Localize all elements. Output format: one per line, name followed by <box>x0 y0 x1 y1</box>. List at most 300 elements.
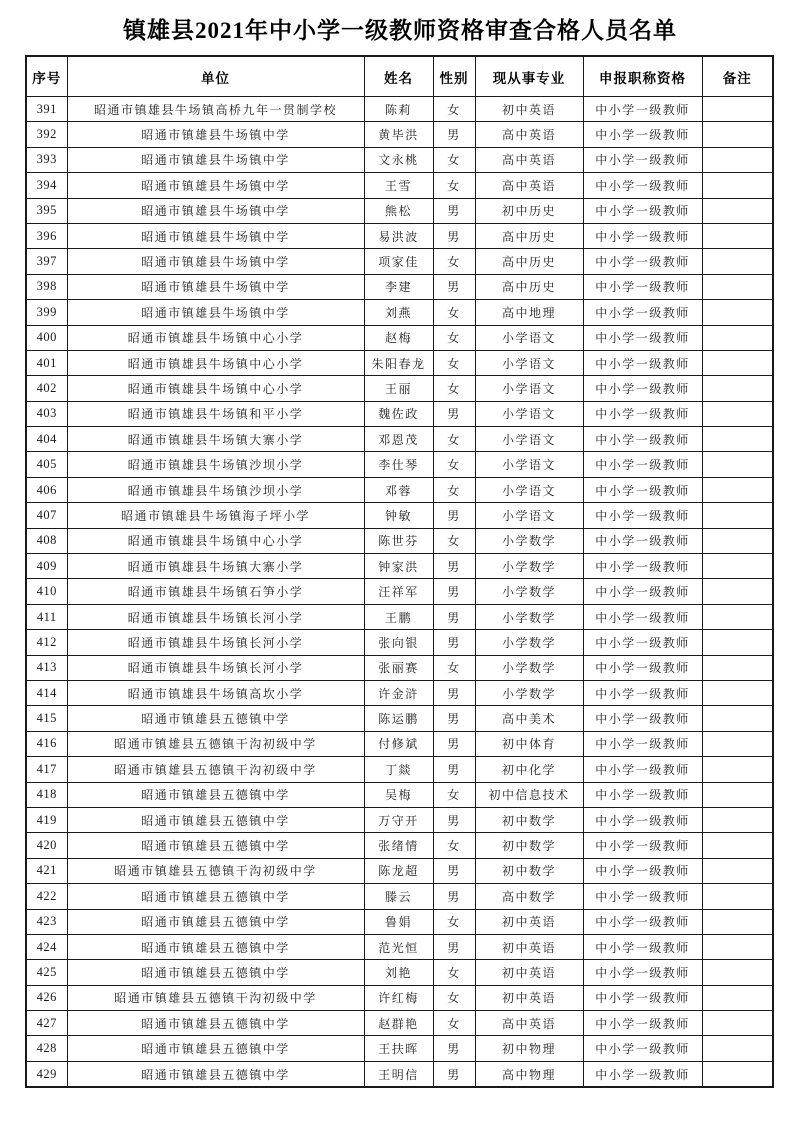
cell-major: 初中英语 <box>475 985 583 1010</box>
cell-no: 402 <box>26 376 67 401</box>
cell-note <box>702 122 773 147</box>
table-row <box>26 1011 773 1036</box>
cell-gender: 男 <box>433 884 475 909</box>
cell-note <box>702 477 773 502</box>
cell-gender: 男 <box>433 122 475 147</box>
cell-unit: 昭通市镇雄县牛场镇中心小学 <box>67 528 364 553</box>
cell-gender: 女 <box>433 427 475 452</box>
cell-name: 钟敏 <box>364 503 433 528</box>
cell-note <box>702 325 773 350</box>
col-header-unit: 单位 <box>67 56 364 97</box>
table-row <box>26 757 773 782</box>
cell-note <box>702 198 773 223</box>
cell-no: 413 <box>26 655 67 680</box>
cell-no: 403 <box>26 401 67 426</box>
cell-unit: 昭通市镇雄县五德镇干沟初级中学 <box>67 731 364 756</box>
table-row <box>26 1036 773 1061</box>
cell-gender: 女 <box>433 655 475 680</box>
cell-gender: 女 <box>433 833 475 858</box>
cell-unit: 昭通市镇雄县牛场镇大寨小学 <box>67 427 364 452</box>
cell-no: 417 <box>26 757 67 782</box>
cell-note <box>702 680 773 705</box>
cell-gender: 男 <box>433 1036 475 1061</box>
table-row <box>26 122 773 147</box>
cell-name: 易洪波 <box>364 223 433 248</box>
cell-title: 中小学一级教师 <box>583 655 702 680</box>
cell-unit: 昭通市镇雄县五德镇中学 <box>67 807 364 832</box>
cell-note <box>702 985 773 1010</box>
cell-unit: 昭通市镇雄县牛场镇中学 <box>67 300 364 325</box>
cell-note <box>702 427 773 452</box>
cell-name: 滕云 <box>364 884 433 909</box>
cell-major: 高中历史 <box>475 274 583 299</box>
cell-gender: 女 <box>433 376 475 401</box>
cell-note <box>702 147 773 172</box>
cell-title: 中小学一级教师 <box>583 833 702 858</box>
cell-note <box>702 223 773 248</box>
cell-note <box>702 452 773 477</box>
cell-name: 熊松 <box>364 198 433 223</box>
cell-gender: 女 <box>433 528 475 553</box>
cell-major: 小学语文 <box>475 376 583 401</box>
cell-gender: 女 <box>433 960 475 985</box>
cell-note <box>702 960 773 985</box>
cell-major: 小学数学 <box>475 604 583 629</box>
cell-major: 初中英语 <box>475 97 583 122</box>
cell-note <box>702 655 773 680</box>
cell-name: 王丽 <box>364 376 433 401</box>
cell-major: 小学语文 <box>475 427 583 452</box>
cell-gender: 男 <box>433 198 475 223</box>
cell-unit: 昭通市镇雄县五德镇干沟初级中学 <box>67 858 364 883</box>
cell-major: 初中物理 <box>475 1036 583 1061</box>
cell-major: 高中历史 <box>475 249 583 274</box>
cell-major: 初中信息技术 <box>475 782 583 807</box>
cell-note <box>702 173 773 198</box>
cell-name: 刘艳 <box>364 960 433 985</box>
cell-title: 中小学一级教师 <box>583 325 702 350</box>
table-row <box>26 807 773 832</box>
cell-major: 高中英语 <box>475 173 583 198</box>
cell-no: 401 <box>26 350 67 375</box>
cell-no: 408 <box>26 528 67 553</box>
cell-unit: 昭通市镇雄县牛场镇海子坪小学 <box>67 503 364 528</box>
cell-unit: 昭通市镇雄县牛场镇沙坝小学 <box>67 452 364 477</box>
cell-unit: 昭通市镇雄县五德镇中学 <box>67 1011 364 1036</box>
cell-no: 397 <box>26 249 67 274</box>
cell-no: 416 <box>26 731 67 756</box>
cell-note <box>702 274 773 299</box>
table-row <box>26 528 773 553</box>
cell-title: 中小学一级教师 <box>583 97 702 122</box>
cell-title: 中小学一级教师 <box>583 807 702 832</box>
cell-major: 小学语文 <box>475 477 583 502</box>
cell-no: 425 <box>26 960 67 985</box>
cell-unit: 昭通市镇雄县牛场镇中心小学 <box>67 376 364 401</box>
cell-unit: 昭通市镇雄县五德镇中学 <box>67 909 364 934</box>
cell-name: 鲁娟 <box>364 909 433 934</box>
col-header-note: 备注 <box>702 56 773 97</box>
cell-note <box>702 554 773 579</box>
cell-title: 中小学一级教师 <box>583 757 702 782</box>
cell-major: 小学数学 <box>475 554 583 579</box>
cell-name: 陈世芬 <box>364 528 433 553</box>
cell-title: 中小学一级教师 <box>583 503 702 528</box>
cell-note <box>702 630 773 655</box>
cell-note <box>702 706 773 731</box>
cell-name: 万守开 <box>364 807 433 832</box>
cell-name: 赵梅 <box>364 325 433 350</box>
cell-major: 小学数学 <box>475 680 583 705</box>
table-row <box>26 630 773 655</box>
cell-no: 394 <box>26 173 67 198</box>
cell-no: 393 <box>26 147 67 172</box>
cell-unit: 昭通市镇雄县牛场镇中学 <box>67 147 364 172</box>
cell-name: 丁燚 <box>364 757 433 782</box>
cell-no: 392 <box>26 122 67 147</box>
cell-note <box>702 579 773 604</box>
cell-no: 406 <box>26 477 67 502</box>
cell-title: 中小学一级教师 <box>583 198 702 223</box>
table-row <box>26 452 773 477</box>
cell-unit: 昭通市镇雄县牛场镇中学 <box>67 173 364 198</box>
table-row <box>26 300 773 325</box>
cell-note <box>702 833 773 858</box>
table-row <box>26 985 773 1010</box>
cell-note <box>702 1036 773 1061</box>
cell-name: 王雪 <box>364 173 433 198</box>
col-header-major: 现从事专业 <box>475 56 583 97</box>
cell-gender: 女 <box>433 782 475 807</box>
cell-note <box>702 858 773 883</box>
cell-name: 钟家洪 <box>364 554 433 579</box>
cell-name: 文永桃 <box>364 147 433 172</box>
cell-name: 项家佳 <box>364 249 433 274</box>
table-body <box>26 97 773 1088</box>
table-row <box>26 884 773 909</box>
cell-gender: 男 <box>433 604 475 629</box>
cell-note <box>702 249 773 274</box>
cell-no: 412 <box>26 630 67 655</box>
table-row <box>26 960 773 985</box>
table-row <box>26 97 773 122</box>
cell-no: 414 <box>26 680 67 705</box>
cell-no: 421 <box>26 858 67 883</box>
table-row <box>26 198 773 223</box>
cell-unit: 昭通市镇雄县牛场镇沙坝小学 <box>67 477 364 502</box>
teacher-roster-table <box>25 55 774 1088</box>
cell-gender: 女 <box>433 477 475 502</box>
cell-unit: 昭通市镇雄县牛场镇中学 <box>67 198 364 223</box>
table-row <box>26 680 773 705</box>
cell-title: 中小学一级教师 <box>583 223 702 248</box>
table-row <box>26 731 773 756</box>
cell-no: 428 <box>26 1036 67 1061</box>
cell-gender: 男 <box>433 858 475 883</box>
cell-title: 中小学一级教师 <box>583 960 702 985</box>
cell-title: 中小学一级教师 <box>583 122 702 147</box>
cell-name: 邓恩茂 <box>364 427 433 452</box>
cell-name: 王明信 <box>364 1061 433 1087</box>
cell-title: 中小学一级教师 <box>583 630 702 655</box>
table-row <box>26 147 773 172</box>
table-row <box>26 427 773 452</box>
col-header-name: 姓名 <box>364 56 433 97</box>
cell-title: 中小学一级教师 <box>583 477 702 502</box>
cell-major: 高中数学 <box>475 884 583 909</box>
cell-unit: 昭通市镇雄县五德镇中学 <box>67 884 364 909</box>
cell-note <box>702 401 773 426</box>
cell-unit: 昭通市镇雄县五德镇中学 <box>67 960 364 985</box>
cell-unit: 昭通市镇雄县牛场镇中学 <box>67 249 364 274</box>
cell-no: 405 <box>26 452 67 477</box>
table-row <box>26 249 773 274</box>
cell-gender: 男 <box>433 630 475 655</box>
cell-gender: 男 <box>433 579 475 604</box>
cell-no: 395 <box>26 198 67 223</box>
cell-title: 中小学一级教师 <box>583 731 702 756</box>
cell-name: 王鹏 <box>364 604 433 629</box>
cell-major: 初中历史 <box>475 198 583 223</box>
cell-no: 422 <box>26 884 67 909</box>
col-header-title: 申报职称资格 <box>583 56 702 97</box>
cell-title: 中小学一级教师 <box>583 579 702 604</box>
cell-gender: 女 <box>433 325 475 350</box>
cell-gender: 女 <box>433 300 475 325</box>
cell-no: 409 <box>26 554 67 579</box>
cell-title: 中小学一级教师 <box>583 274 702 299</box>
cell-unit: 昭通市镇雄县牛场镇中心小学 <box>67 325 364 350</box>
cell-name: 王扶晖 <box>364 1036 433 1061</box>
cell-major: 初中英语 <box>475 960 583 985</box>
cell-name: 陈龙超 <box>364 858 433 883</box>
cell-gender: 女 <box>433 909 475 934</box>
cell-gender: 女 <box>433 147 475 172</box>
cell-name: 朱阳春龙 <box>364 350 433 375</box>
cell-note <box>702 909 773 934</box>
cell-no: 391 <box>26 97 67 122</box>
table-row <box>26 274 773 299</box>
cell-no: 410 <box>26 579 67 604</box>
table-row <box>26 579 773 604</box>
cell-no: 396 <box>26 223 67 248</box>
cell-major: 小学数学 <box>475 579 583 604</box>
cell-note <box>702 1061 773 1087</box>
table-row <box>26 173 773 198</box>
cell-no: 399 <box>26 300 67 325</box>
table-row <box>26 376 773 401</box>
cell-gender: 女 <box>433 173 475 198</box>
cell-title: 中小学一级教师 <box>583 909 702 934</box>
cell-major: 高中历史 <box>475 223 583 248</box>
cell-unit: 昭通市镇雄县五德镇中学 <box>67 1061 364 1087</box>
cell-no: 398 <box>26 274 67 299</box>
cell-title: 中小学一级教师 <box>583 528 702 553</box>
cell-no: 400 <box>26 325 67 350</box>
cell-name: 邓蓉 <box>364 477 433 502</box>
table-row <box>26 223 773 248</box>
cell-unit: 昭通市镇雄县牛场镇长河小学 <box>67 655 364 680</box>
cell-title: 中小学一级教师 <box>583 934 702 959</box>
cell-gender: 女 <box>433 452 475 477</box>
cell-name: 范光恒 <box>364 934 433 959</box>
cell-major: 初中数学 <box>475 807 583 832</box>
cell-name: 魏佐政 <box>364 401 433 426</box>
cell-unit: 昭通市镇雄县牛场镇中学 <box>67 223 364 248</box>
cell-title: 中小学一级教师 <box>583 300 702 325</box>
table-row <box>26 350 773 375</box>
table-row <box>26 554 773 579</box>
cell-major: 高中物理 <box>475 1061 583 1087</box>
cell-unit: 昭通市镇雄县牛场镇高坎小学 <box>67 680 364 705</box>
table-row <box>26 934 773 959</box>
cell-name: 汪祥军 <box>364 579 433 604</box>
cell-gender: 女 <box>433 350 475 375</box>
table-row <box>26 503 773 528</box>
cell-major: 初中英语 <box>475 934 583 959</box>
cell-note <box>702 757 773 782</box>
table-row <box>26 706 773 731</box>
cell-gender: 男 <box>433 680 475 705</box>
cell-no: 407 <box>26 503 67 528</box>
cell-gender: 男 <box>433 934 475 959</box>
cell-title: 中小学一级教师 <box>583 1061 702 1087</box>
cell-unit: 昭通市镇雄县牛场镇中学 <box>67 122 364 147</box>
cell-no: 411 <box>26 604 67 629</box>
cell-major: 小学数学 <box>475 528 583 553</box>
cell-unit: 昭通市镇雄县牛场镇长河小学 <box>67 604 364 629</box>
cell-unit: 昭通市镇雄县五德镇中学 <box>67 934 364 959</box>
cell-major: 高中英语 <box>475 1011 583 1036</box>
cell-note <box>702 300 773 325</box>
cell-title: 中小学一级教师 <box>583 401 702 426</box>
cell-gender: 男 <box>433 274 475 299</box>
cell-major: 高中英语 <box>475 122 583 147</box>
cell-unit: 昭通市镇雄县五德镇中学 <box>67 782 364 807</box>
cell-name: 李仕琴 <box>364 452 433 477</box>
cell-name: 许金浒 <box>364 680 433 705</box>
cell-note <box>702 884 773 909</box>
cell-name: 吴梅 <box>364 782 433 807</box>
col-header-gender: 性别 <box>433 56 475 97</box>
cell-major: 高中英语 <box>475 147 583 172</box>
table-row <box>26 858 773 883</box>
table-row <box>26 833 773 858</box>
cell-name: 赵群艳 <box>364 1011 433 1036</box>
cell-gender: 男 <box>433 706 475 731</box>
cell-title: 中小学一级教师 <box>583 884 702 909</box>
cell-unit: 昭通市镇雄县牛场镇长河小学 <box>67 630 364 655</box>
header-row <box>26 56 773 97</box>
cell-major: 小学数学 <box>475 655 583 680</box>
cell-unit: 昭通市镇雄县五德镇中学 <box>67 1036 364 1061</box>
cell-major: 小学语文 <box>475 325 583 350</box>
cell-no: 429 <box>26 1061 67 1087</box>
cell-gender: 男 <box>433 731 475 756</box>
cell-title: 中小学一级教师 <box>583 1036 702 1061</box>
cell-unit: 昭通市镇雄县牛场镇高桥九年一贯制学校 <box>67 97 364 122</box>
cell-note <box>702 376 773 401</box>
cell-gender: 女 <box>433 249 475 274</box>
page-title: 镇雄县2021年中小学一级教师资格审查合格人员名单 <box>123 18 677 43</box>
cell-no: 404 <box>26 427 67 452</box>
cell-name: 张向银 <box>364 630 433 655</box>
table-row <box>26 655 773 680</box>
cell-major: 高中美术 <box>475 706 583 731</box>
cell-title: 中小学一级教师 <box>583 706 702 731</box>
cell-major: 小学语文 <box>475 503 583 528</box>
cell-major: 小学数学 <box>475 630 583 655</box>
cell-title: 中小学一级教师 <box>583 350 702 375</box>
cell-major: 小学语文 <box>475 401 583 426</box>
cell-major: 初中体育 <box>475 731 583 756</box>
cell-no: 419 <box>26 807 67 832</box>
cell-major: 小学语文 <box>475 452 583 477</box>
cell-no: 427 <box>26 1011 67 1036</box>
cell-name: 陈莉 <box>364 97 433 122</box>
cell-gender: 男 <box>433 223 475 248</box>
cell-title: 中小学一级教师 <box>583 858 702 883</box>
cell-no: 418 <box>26 782 67 807</box>
col-header-no: 序号 <box>26 56 67 97</box>
cell-unit: 昭通市镇雄县牛场镇大寨小学 <box>67 554 364 579</box>
cell-name: 许红梅 <box>364 985 433 1010</box>
cell-note <box>702 807 773 832</box>
cell-gender: 女 <box>433 985 475 1010</box>
cell-title: 中小学一级教师 <box>583 680 702 705</box>
cell-gender: 男 <box>433 401 475 426</box>
cell-unit: 昭通市镇雄县牛场镇石笋小学 <box>67 579 364 604</box>
cell-title: 中小学一级教师 <box>583 147 702 172</box>
cell-title: 中小学一级教师 <box>583 173 702 198</box>
cell-no: 415 <box>26 706 67 731</box>
cell-no: 420 <box>26 833 67 858</box>
cell-note <box>702 934 773 959</box>
cell-unit: 昭通市镇雄县五德镇中学 <box>67 706 364 731</box>
table-row <box>26 782 773 807</box>
cell-note <box>702 528 773 553</box>
cell-name: 张绪情 <box>364 833 433 858</box>
cell-note <box>702 782 773 807</box>
cell-title: 中小学一级教师 <box>583 554 702 579</box>
cell-title: 中小学一级教师 <box>583 604 702 629</box>
cell-gender: 男 <box>433 807 475 832</box>
table-header <box>26 56 773 97</box>
cell-no: 426 <box>26 985 67 1010</box>
cell-note <box>702 350 773 375</box>
cell-major: 初中英语 <box>475 909 583 934</box>
cell-major: 高中地理 <box>475 300 583 325</box>
cell-gender: 男 <box>433 503 475 528</box>
cell-note <box>702 1011 773 1036</box>
cell-major: 初中数学 <box>475 858 583 883</box>
cell-name: 刘燕 <box>364 300 433 325</box>
cell-unit: 昭通市镇雄县五德镇中学 <box>67 833 364 858</box>
cell-gender: 男 <box>433 554 475 579</box>
cell-title: 中小学一级教师 <box>583 782 702 807</box>
table-row <box>26 325 773 350</box>
cell-name: 李建 <box>364 274 433 299</box>
cell-note <box>702 731 773 756</box>
table-row <box>26 909 773 934</box>
cell-name: 陈运鹏 <box>364 706 433 731</box>
cell-unit: 昭通市镇雄县牛场镇和平小学 <box>67 401 364 426</box>
cell-name: 付修斌 <box>364 731 433 756</box>
table-row <box>26 477 773 502</box>
cell-unit: 昭通市镇雄县五德镇干沟初级中学 <box>67 985 364 1010</box>
cell-title: 中小学一级教师 <box>583 985 702 1010</box>
cell-note <box>702 97 773 122</box>
